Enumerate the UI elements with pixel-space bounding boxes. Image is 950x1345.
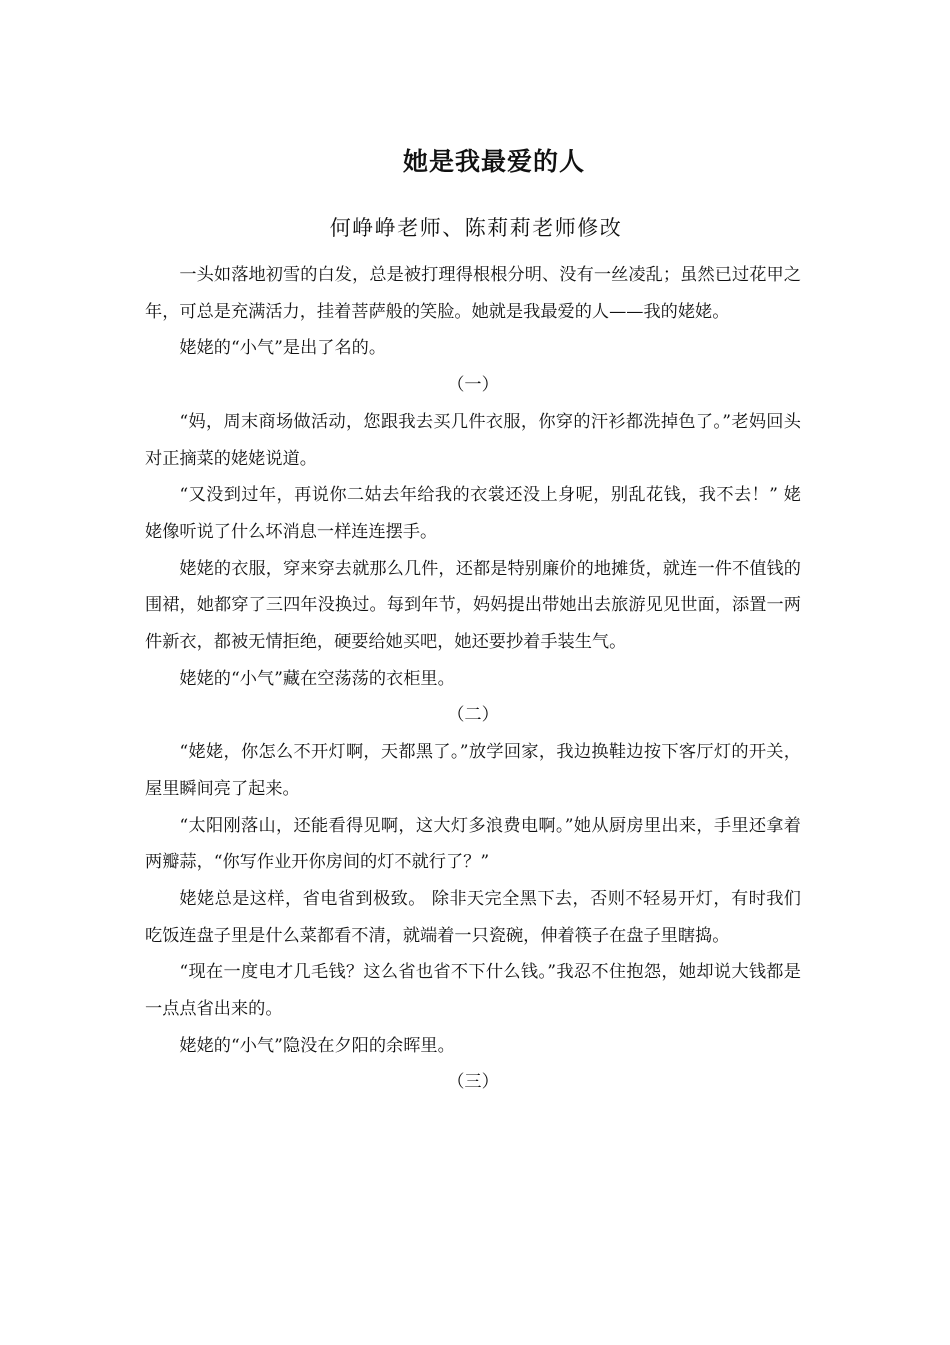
document-title: 她是我最爱的人 <box>402 147 585 176</box>
paragraph-intro: 一头如落地初雪的白发，总是被打理得根根分明、没有一丝凌乱；虽然已过花甲之年，可总是充满活力，挂着菩萨般的笑脸。她就是我最爱的人——我的姥姥。 <box>145 265 801 322</box>
paragraph: “又没到过年，再说你二姑去年给我的衣裳还没上身呢，别乱花钱，我不去！” 姥姥像听说了什么坏消息一样连连摆手。 <box>145 485 801 542</box>
paragraph-thesis: 姥姥的“小气”是出了名的。 <box>179 338 387 359</box>
section-heading-1: （一） <box>447 375 499 396</box>
paragraph: 姥姥的衣服，穿来穿去就那么几件，还都是特别廉价的地摊货，就连一件不值钱的围裙，她都穿了三四年没换过。每到年节，妈妈提出带她出去旅游见见世面，添置一两件新衣，都被无情拒绝，硬要给她买吧，她还要抄着手装生气。 <box>145 558 801 653</box>
paragraph: “现在一度电才几毛钱？这么省也省不下什么钱。”我忍不住抱怨，她却说大钱都是一点点省出来的。 <box>145 962 801 1020</box>
paragraph-summary-1: 姥姥的“小气”藏在空荡荡的衣柜里。 <box>179 668 455 689</box>
document-subtitle: 何峥峥老师、陈莉莉老师修改 <box>329 216 623 240</box>
paragraph: “妈，周末商场做活动，您跟我去买几件衣服，你穿的汗衫都洗掉色了。”老妈回头对正摘菜的姥姥说道。 <box>145 411 801 469</box>
paragraph: “太阳刚落山，还能看得见啊，这大灯多浪费电啊。”她从厨房里出来，手里还拿着两瓣蒜，“你写作业开你房间的灯不就行了？” <box>145 815 801 873</box>
paragraph-summary-2: 姥姥的“小气”隐没在夕阳的余晖里。 <box>179 1035 455 1056</box>
paragraph: 姥姥总是这样，省电省到极致。 除非天完全黑下去，否则不轻易开灯，有时我们吃饭连盘子里是什么菜都看不清，就端着一只瓷碗，伸着筷子在盘子里瞎捣。 <box>145 888 801 946</box>
section-heading-2: （二） <box>447 705 499 726</box>
section-heading-3: （三） <box>447 1072 499 1093</box>
document-body <box>145 257 801 1101</box>
paragraph: “姥姥，你怎么不开灯啊，天都黑了。”放学回家，我边换鞋边按下客厅灯的开关，屋里瞬间亮了起来。 <box>145 742 801 799</box>
